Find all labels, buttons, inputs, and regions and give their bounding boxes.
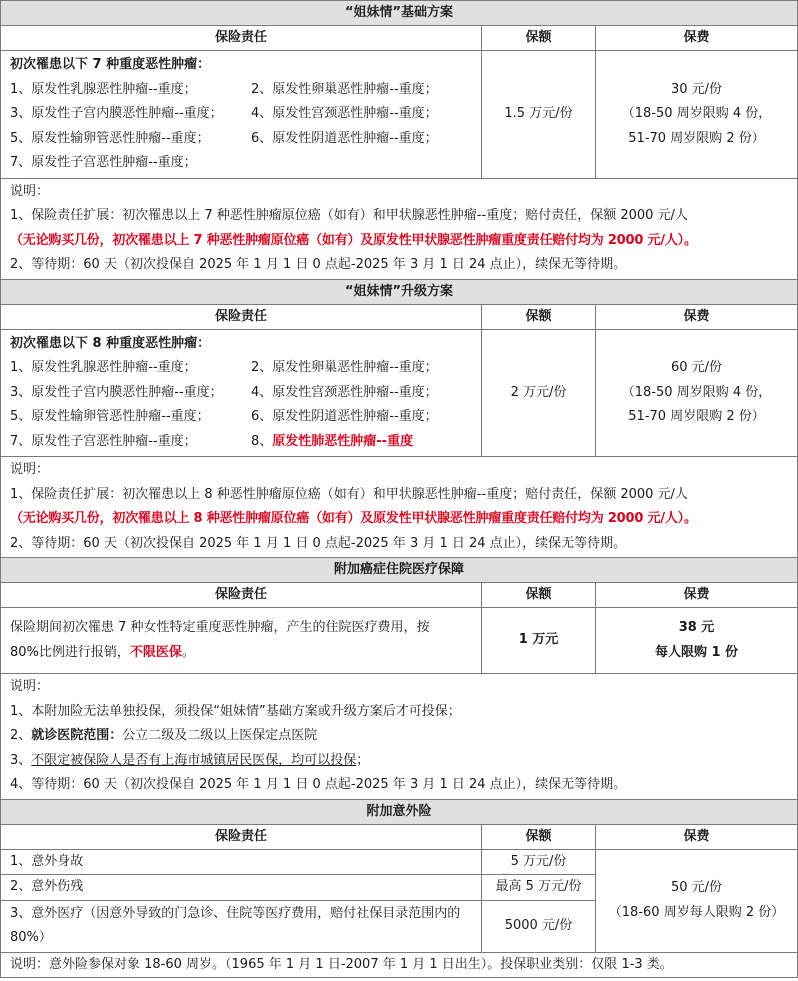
cancer-premium-limit: 每人限购 1 份 (654, 644, 739, 660)
upgrade-item-3: 3、原发性子宫内膜恶性肿瘤--重度； (10, 384, 223, 400)
accident-premium-limit: （18-60 周岁每人限购 2 份） (608, 904, 785, 920)
cancer-desc-1: 保险期间初次罹患 7 种女性特定重度恶性肿瘤，产生的住院医疗费用，按 (10, 620, 430, 635)
cancer-note-2-rest: 公立二级及二级以上医保定点医院 (122, 728, 318, 743)
basic-notes (1, 178, 798, 279)
basic-header-amount: 保额 (482, 26, 596, 51)
cancer-note-2-bold: 就诊医院范围： (31, 728, 123, 743)
upgrade-note-2: 2、等待期：60 天（初次投保自 2025 年 1 月 1 日 0 点起-2025 年 3 月 1 日 24 点止），续保无等待期。 (10, 535, 627, 551)
accident-item-2: 2、意外伤残 (1, 875, 482, 901)
upgrade-item-8 (251, 430, 413, 455)
accident-item-1: 1、意外身故 (1, 849, 482, 875)
upgrade-plan-title: “姐妹情”升级方案 (1, 279, 798, 304)
cancer-note-3-num: 3、 (10, 752, 32, 768)
upgrade-premium-price: 60 元/份 (670, 360, 723, 375)
basic-premium (596, 51, 798, 179)
basic-notes-label: 说明： (10, 183, 50, 199)
basic-header-premium: 保费 (596, 26, 798, 51)
upgrade-item-7: 7、原发性子宫恶性肿瘤--重度； (10, 433, 197, 449)
upgrade-item-8-num: 8、 (251, 433, 273, 449)
upgrade-header-premium: 保费 (596, 304, 798, 329)
cancer-note-3-end: ； (356, 752, 370, 768)
accident-premium (596, 849, 798, 952)
cancer-note-3-underlined: 不限定被保险人是否有上海市城镇居民医保，均可以投保 (31, 752, 357, 768)
cancer-premium (596, 608, 798, 674)
accident-amount-2: 最高 5 万元/份 (482, 875, 596, 901)
upgrade-header-coverage: 保险责任 (1, 304, 482, 329)
upgrade-header-amount: 保额 (482, 304, 596, 329)
upgrade-amount: 2 万元/份 (482, 329, 596, 457)
cancer-amount: 1 万元 (482, 608, 596, 674)
basic-note-1-red: （无论购买几份，初次罹患以上 7 种恶性肿瘤原位癌（如有）及原发性甲状腺恶性肿瘤重度责任赔付均为 2000 元/人）。 (10, 232, 697, 248)
upgrade-item-4: 4、原发性宫颈恶性肿瘤--重度； (251, 384, 438, 400)
upgrade-premium-limit-1: （18-50 周岁限购 4 份， (621, 384, 772, 400)
basic-item-4: 4、原发性宫颈恶性肿瘤--重度； (251, 106, 438, 121)
cancer-note-1: 1、本附加险无法单独投保，须投保“姐妹情”基础方案或升级方案后才可投保； (10, 703, 461, 719)
accident-note: 说明：意外险参保对象 18-60 周岁。（1965 年 1 月 1 日-2007 年 1 月 1 日出生）。投保职业类别：仅限 1-3 类。 (1, 952, 798, 978)
accident-item-3: 3、意外医疗（因意外导致的门急诊、住院等医疗费用，赔付社保目录范围内的 80%） (1, 900, 482, 952)
basic-item-2: 2、原发性卵巢恶性肿瘤--重度； (251, 81, 438, 97)
cancer-header-coverage: 保险责任 (1, 583, 482, 608)
upgrade-note-1-red: （无论购买几份，初次罹患以上 8 种恶性肿瘤原位癌（如有）及原发性甲状腺恶性肿瘤重度责任赔付均为 2000 元/人）。 (10, 511, 697, 526)
basic-item-3: 3、原发性子宫内膜恶性肿瘤--重度； (10, 106, 223, 121)
accident-header-amount: 保额 (482, 824, 596, 849)
upgrade-notes (1, 457, 798, 558)
accident-premium-price: 50 元/份 (670, 880, 723, 895)
upgrade-item-5: 5、原发性输卵管恶性肿瘤--重度； (10, 409, 210, 424)
cancer-notes (1, 674, 798, 800)
cancer-notes-label: 说明： (10, 679, 50, 694)
basic-coverage-cell (1, 51, 482, 179)
accident-plan-title: 附加意外险 (1, 799, 798, 824)
cancer-coverage-cell (1, 608, 482, 674)
upgrade-lead: 初次罹患以下 8 种重度恶性肿瘤： (10, 335, 211, 351)
cancer-plan-title: 附加癌症住院医疗保障 (1, 558, 798, 583)
basic-premium-price: 30 元/份 (670, 81, 723, 97)
basic-item-5: 5、原发性输卵管恶性肿瘤--重度； (10, 130, 210, 146)
upgrade-item-1: 1、原发性乳腺恶性肿瘤--重度； (10, 360, 197, 375)
basic-note-1: 1、保险责任扩展：初次罹患以上 7 种恶性肿瘤原位癌（如有）和甲状腺恶性肿瘤--重度；赔付责任，保额 2000 元/人 (10, 208, 688, 223)
basic-item-1: 1、原发性乳腺恶性肿瘤--重度； (10, 81, 197, 97)
basic-amount: 1.5 万元/份 (482, 51, 596, 179)
cancer-desc-end: 。 (181, 644, 195, 660)
basic-lead: 初次罹患以下 7 种重度恶性肿瘤： (10, 57, 211, 72)
upgrade-premium (596, 329, 798, 457)
basic-premium-limit-2: 51-70 周岁限购 2 份） (628, 130, 765, 146)
basic-header-coverage: 保险责任 (1, 26, 482, 51)
cancer-desc-2: 80%比例进行报销， (10, 644, 130, 660)
upgrade-item-8-red: 原发性肺恶性肿瘤--重度 (272, 433, 414, 449)
upgrade-item-2: 2、原发性卵巢恶性肿瘤--重度； (251, 360, 438, 375)
cancer-header-premium: 保费 (596, 583, 798, 608)
upgrade-note-1: 1、保险责任扩展：初次罹患以上 8 种恶性肿瘤原位癌（如有）和甲状腺恶性肿瘤--重度；赔付责任，保额 2000 元/人 (10, 486, 688, 502)
basic-premium-limit-1: （18-50 周岁限购 4 份， (621, 106, 772, 121)
accident-amount-3: 5000 元/份 (482, 900, 596, 952)
accident-header-premium: 保费 (596, 824, 798, 849)
basic-note-2: 2、等待期：60 天（初次投保自 2025 年 1 月 1 日 0 点起-2025 年 3 月 1 日 24 点止），续保无等待期。 (10, 257, 627, 272)
upgrade-coverage-cell (1, 329, 482, 457)
cancer-note-4: 4、等待期：60 天（初次投保自 2025 年 1 月 1 日 0 点起-2025 年 3 月 1 日 24 点止），续保无等待期。 (10, 777, 627, 792)
upgrade-premium-limit-2: 51-70 周岁限购 2 份） (628, 409, 765, 424)
upgrade-item-6: 6、原发性阴道恶性肿瘤--重度； (251, 409, 438, 424)
basic-plan-title: “姐妹情”基础方案 (1, 1, 798, 26)
accident-amount-1: 5 万元/份 (482, 849, 596, 875)
upgrade-notes-label: 说明： (10, 462, 50, 477)
basic-item-6: 6、原发性阴道恶性肿瘤--重度； (251, 130, 438, 146)
cancer-header-amount: 保额 (482, 583, 596, 608)
cancer-desc-red: 不限医保 (129, 644, 182, 660)
basic-item-7: 7、原发性子宫恶性肿瘤--重度； (10, 155, 197, 170)
cancer-premium-price: 38 元 (678, 620, 715, 635)
accident-header-coverage: 保险责任 (1, 824, 482, 849)
cancer-note-2-num: 2、 (10, 728, 32, 743)
